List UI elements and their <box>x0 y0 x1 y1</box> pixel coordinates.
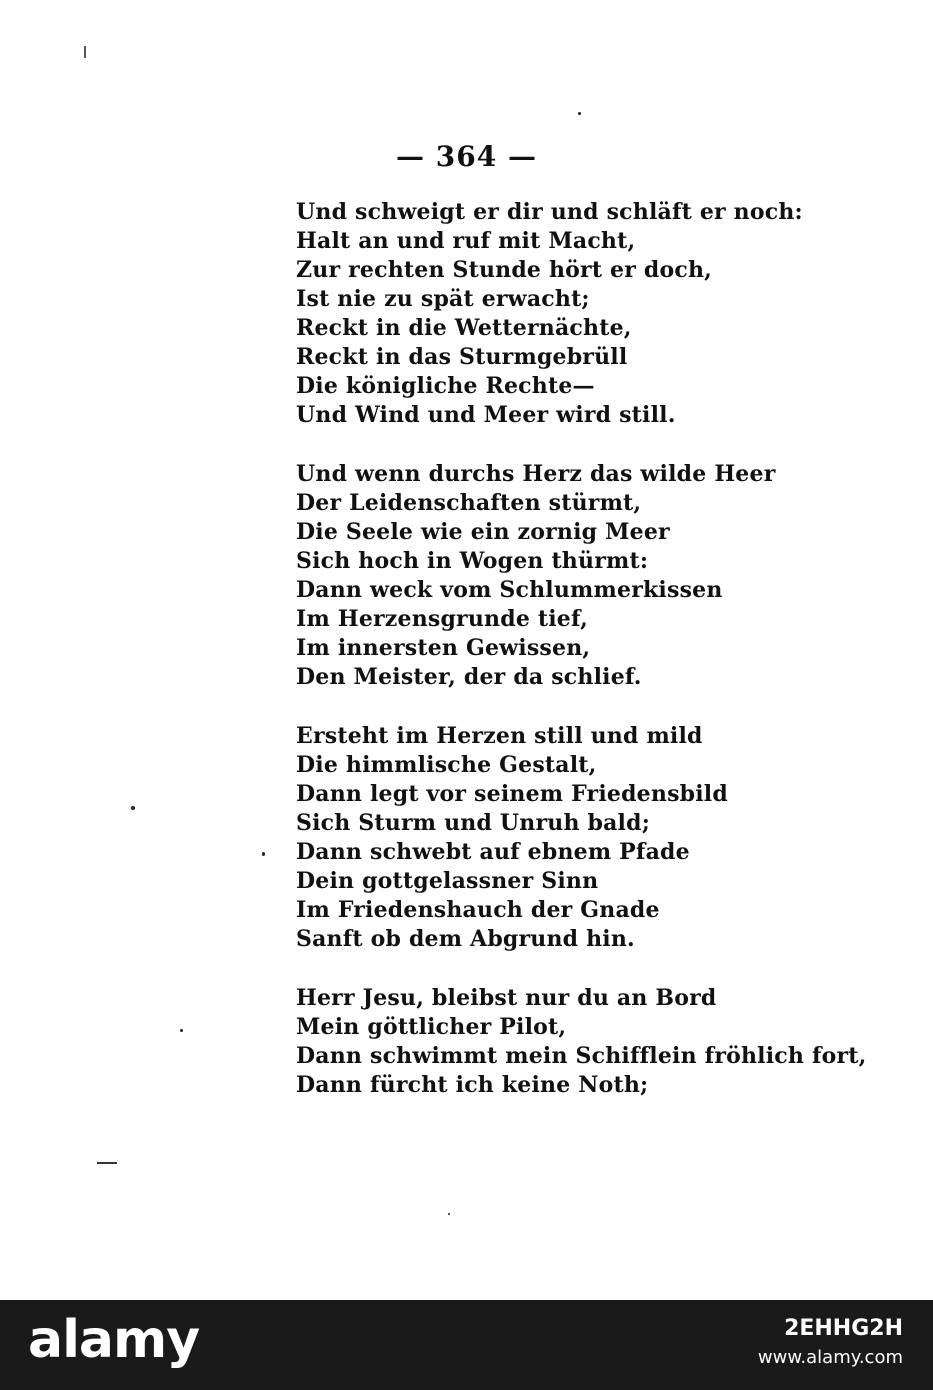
poem-line: Die himmlische Gestalt, <box>296 752 597 778</box>
poem-line: Im Friedenshauch der Gnade <box>296 897 660 923</box>
page-number: — 364 — <box>396 140 537 173</box>
scan-artifact-dash <box>97 1162 117 1164</box>
alamy-logo: alamy <box>28 1310 200 1370</box>
stanza-3 <box>296 722 856 954</box>
image-id: 2EHHG2H <box>784 1316 903 1341</box>
poem-line: Mein göttlicher Pilot, <box>296 1014 567 1040</box>
poem-line: Dann fürcht ich keine Noth; <box>296 1072 649 1098</box>
poem-line: Dann schwebt auf ebnem Pfade <box>296 839 690 865</box>
poem-line: Sich hoch in Wogen thürmt: <box>296 548 649 574</box>
scan-artifact-speck <box>262 852 265 856</box>
scan-artifact-tick <box>84 46 86 58</box>
poem-line: Ist nie zu spät erwacht; <box>296 286 590 312</box>
poem-line: Dann legt vor seinem Friedensbild <box>296 781 728 807</box>
poem-line: Und Wind und Meer wird still. <box>296 402 676 428</box>
poem-line: Die Seele wie ein zornig Meer <box>296 519 670 545</box>
scan-artifact-speck <box>448 1213 450 1215</box>
site-url: www.alamy.com <box>757 1347 903 1368</box>
poem-line: Reckt in die Wetternächte, <box>296 315 632 341</box>
stanza-1 <box>296 198 856 430</box>
poem-line: Dann schwimmt mein Schifflein fröhlich fort, <box>296 1043 867 1069</box>
poem-line: Herr Jesu, bleibst nur du an Bord <box>296 985 717 1011</box>
poem-line: Sich Sturm und Unruh bald; <box>296 810 651 836</box>
stanza-2 <box>296 460 856 692</box>
scan-artifact-speck <box>131 806 135 810</box>
poem-line: Sanft ob dem Abgrund hin. <box>296 926 635 952</box>
scan-artifact-speck <box>180 1029 183 1032</box>
poem-line: Ersteht im Herzen still und mild <box>296 723 703 749</box>
poem-line: Halt an und ruf mit Macht, <box>296 228 636 254</box>
poem-line: Den Meister, der da schlief. <box>296 664 642 690</box>
poem-line: Die königliche Rechte— <box>296 373 595 399</box>
poem-line: Im Herzensgrunde tief, <box>296 606 589 632</box>
stock-watermark-bar <box>0 1300 933 1390</box>
poem-line: Und schweigt er dir und schläft er noch: <box>296 199 803 225</box>
poem-line: Dann weck vom Schlummerkissen <box>296 577 723 603</box>
image-info <box>758 1314 903 1372</box>
scan-artifact-speck <box>578 112 581 115</box>
poem-line: Im innersten Gewissen, <box>296 635 591 661</box>
stanza-4 <box>296 984 867 1100</box>
poem-line: Der Leidenschaften stürmt, <box>296 490 642 516</box>
poem-line: Reckt in das Sturmgebrüll <box>296 344 628 370</box>
poem-line: Und wenn durchs Herz das wilde Heer <box>296 461 776 487</box>
poem-line: Zur rechten Stunde hört er doch, <box>296 257 713 283</box>
poem-line: Dein gottgelassner Sinn <box>296 868 599 894</box>
poem-body <box>296 198 867 1130</box>
